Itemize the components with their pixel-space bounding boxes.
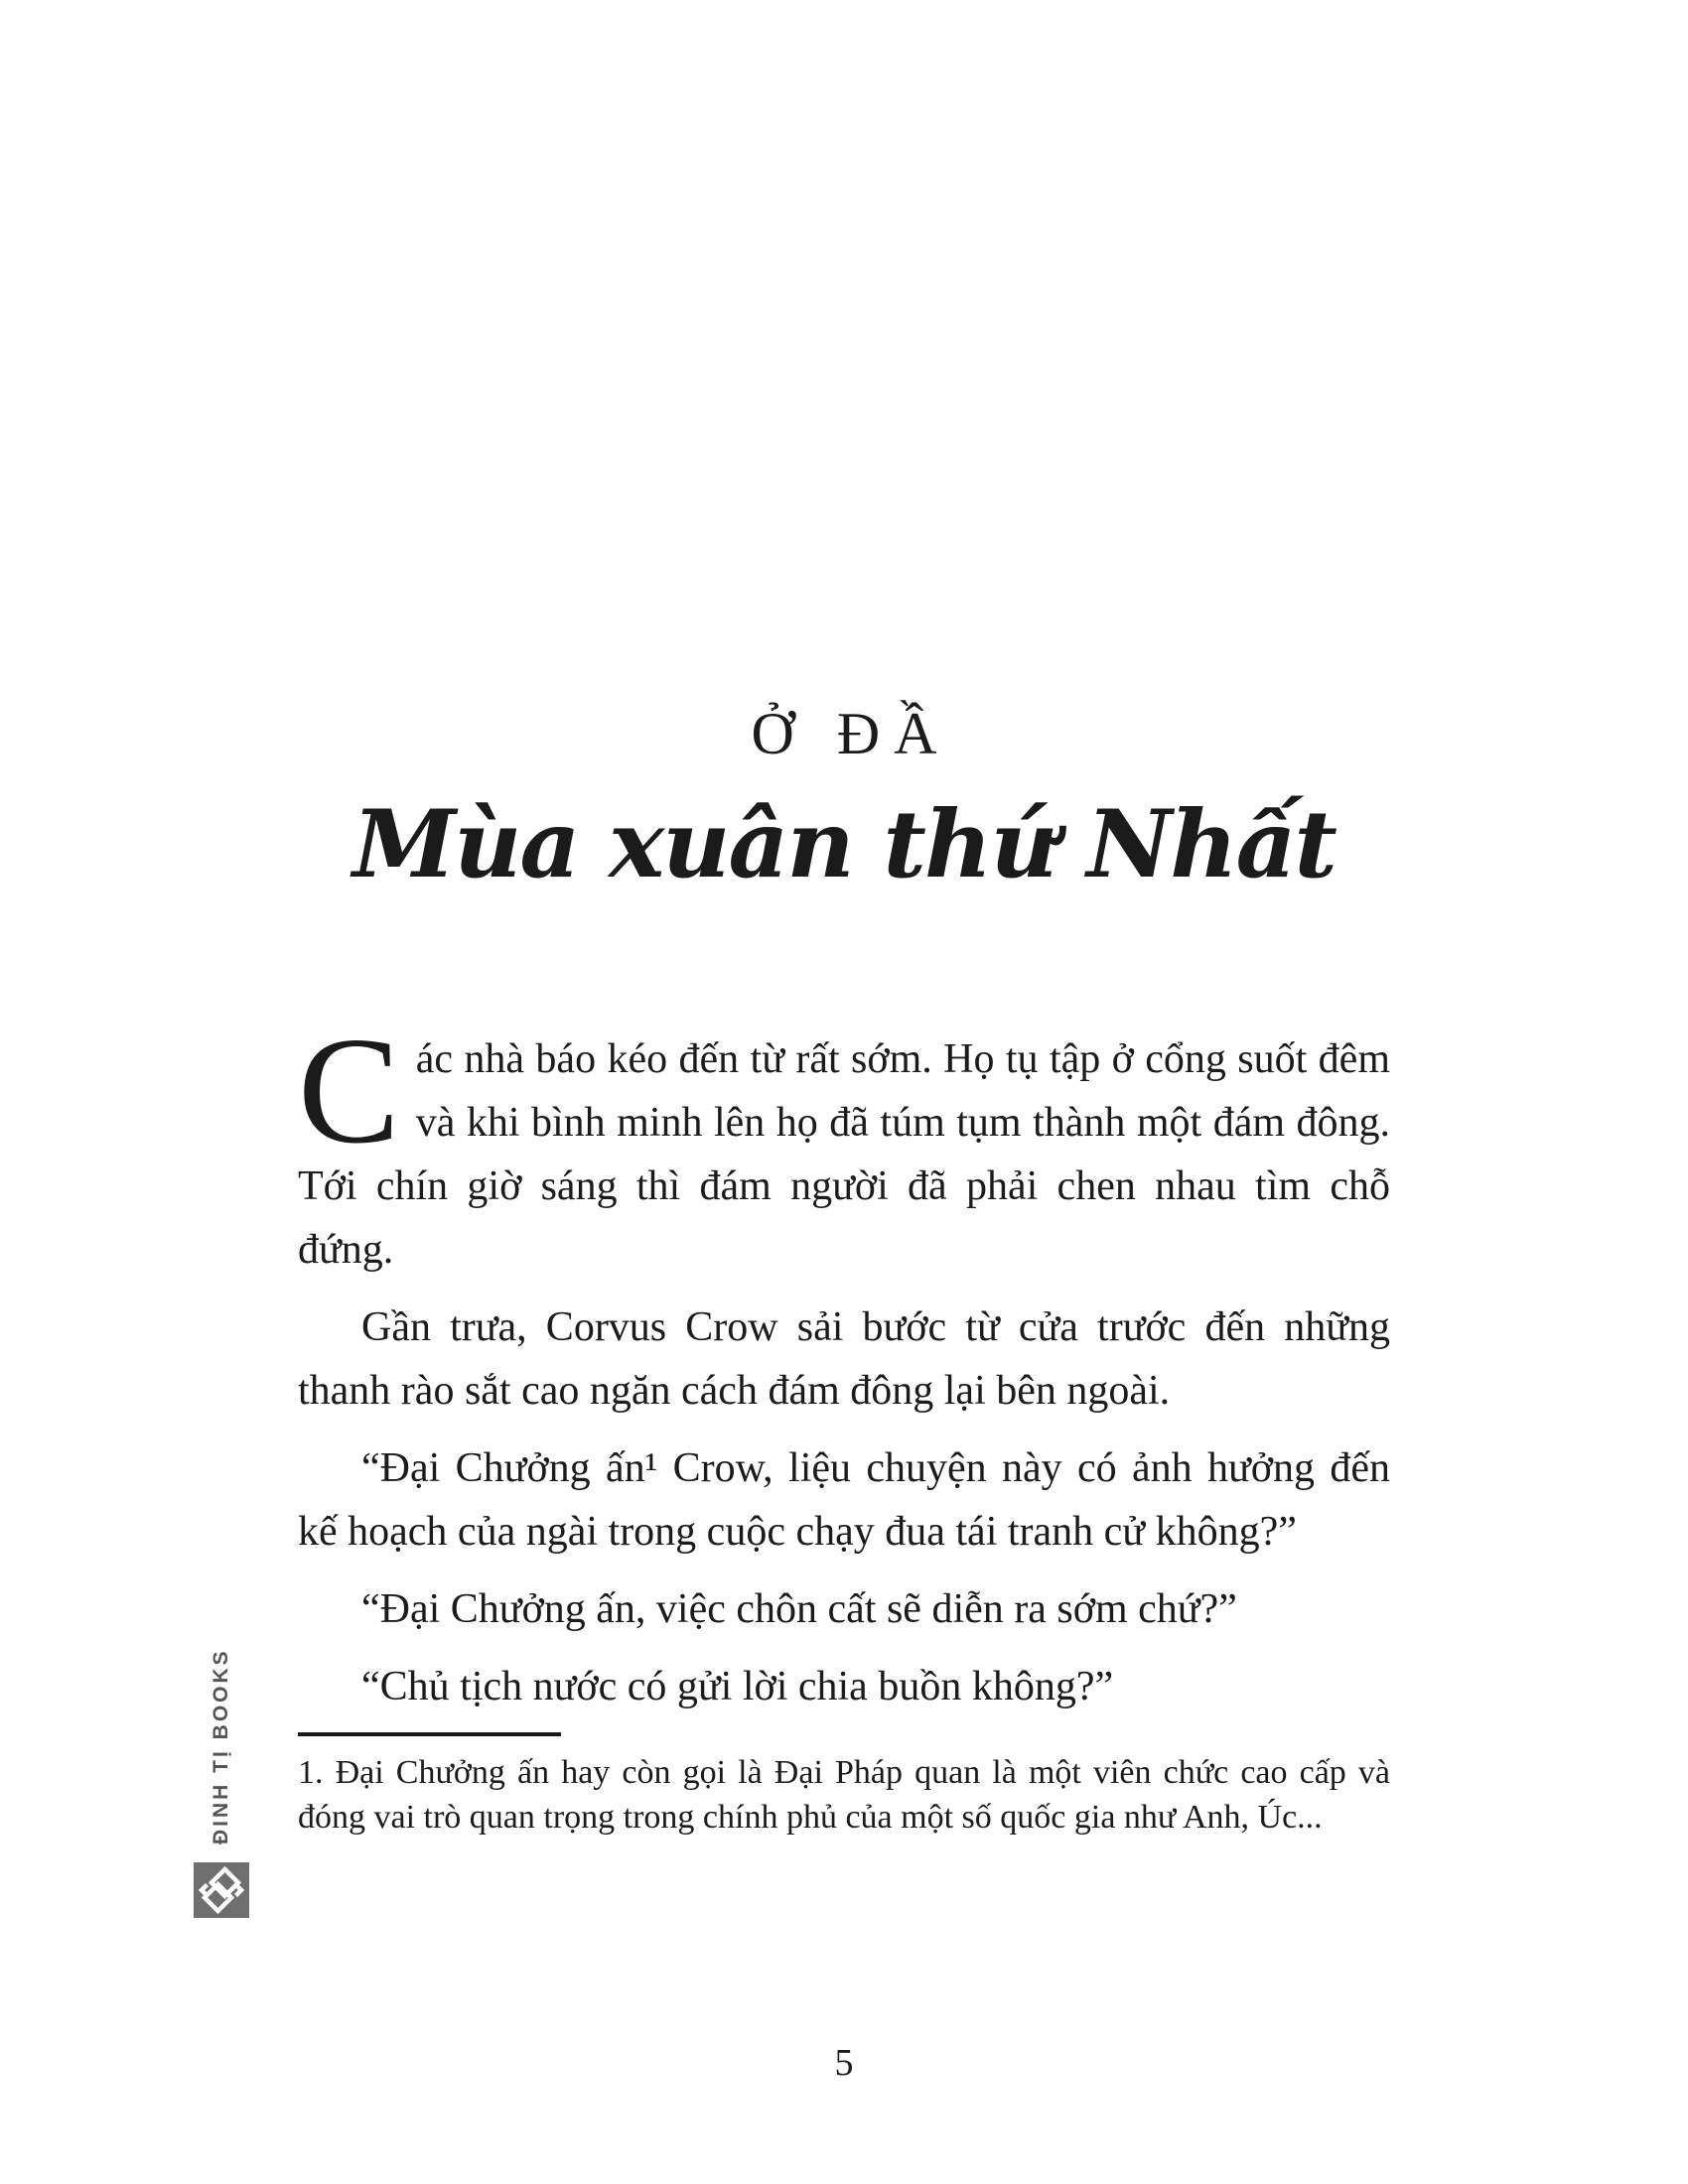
page-number: 5 [834, 2042, 854, 2084]
paragraph-dialogue: “Đại Chưởng ấn¹ Crow, liệu chuyện này có ảnh hưởng đến kế hoạch của ngài trong cuộc chạy đua tái tranh cử không?” [298, 1445, 1390, 1555]
footnote-divider [298, 1732, 561, 1736]
drop-cap: C [298, 1007, 400, 1175]
publisher-logo-icon [194, 1862, 249, 1918]
paragraph: Gần trưa, Corvus Crow sải bước từ cửa trước đến những thanh rào sắt cao ngăn cách đám đông lại bên ngoài. [298, 1304, 1390, 1414]
chapter-title: Mùa xuân thứ Nhất [352, 790, 1336, 899]
body-text [298, 1007, 1390, 1718]
paragraph-text: ác nhà báo kéo đến từ rất sớm. Họ tụ tập ở cổng suốt đêm và khi bình minh lên họ đã túm tụm thành một đám đông. Tới chín giờ sáng thì đám người đã phải chen nhau tìm chỗ đứng. [298, 1036, 1390, 1273]
chapter-kicker: Ở ĐẦ [751, 701, 951, 766]
chapter-header [298, 0, 1390, 912]
footnote: 1. Đại Chưởng ấn hay còn gọi là Đại Pháp quan là một viên chức cao cấp và đóng vai trò quan trọng trong chính phủ của một số quốc gia như Anh, Úc... [298, 1754, 1390, 1836]
publisher-name: ĐINH TỊ BOOKS [210, 1648, 232, 1844]
paragraph-dialogue: “Chủ tịch nước có gửi lời chia buồn không?” [361, 1664, 1114, 1709]
text-column [298, 0, 1390, 1840]
paragraph-dialogue: “Đại Chưởng ấn, việc chôn cất sẽ diễn ra sớm chứ?” [361, 1586, 1237, 1632]
publisher-sidebar [194, 1648, 249, 1918]
paragraph-opening [298, 1007, 1390, 1282]
